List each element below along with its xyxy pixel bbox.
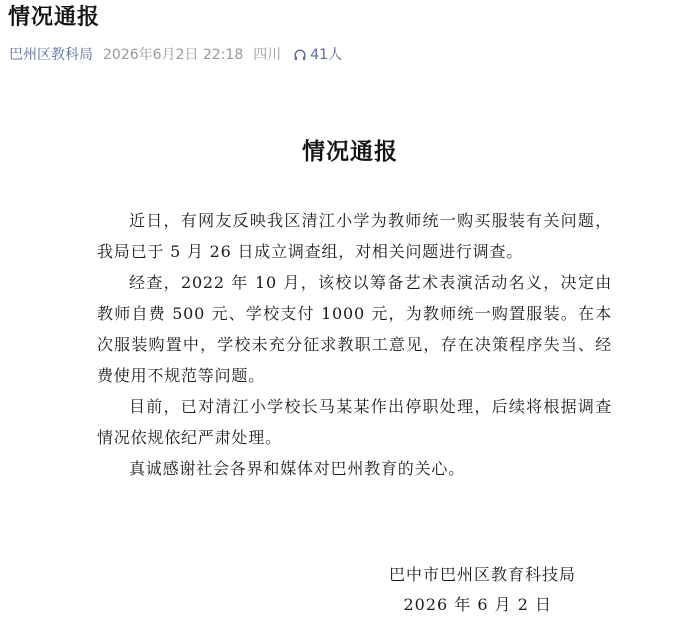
account-name-link[interactable]: 巴州区教科局 <box>9 47 93 63</box>
notice-signature: 巴中市巴州区教育科技局 <box>388 565 576 584</box>
notice-body <box>97 205 612 484</box>
notice-paragraph-2: 经查，2022 年 10 月，该校以筹备艺术表演活动名义，决定由教师自费 500 元、学校支付 1000 元，为教师统一购置服装。在本次服装购置中，学校未充分征求教职工意见，存在决策程序失当、经费使用不规范等问题。 <box>97 273 612 385</box>
notice-paragraph-1: 近日，有网友反映我区清江小学为教师统一购买服装有关问题，我局已于 5 月 26 日成立调查组，对相关问题进行调查。 <box>97 211 612 261</box>
notice-date: 2026 年 6 月 2 日 <box>403 595 552 614</box>
publish-location: 四川 <box>253 47 282 63</box>
notice-paragraph-3: 目前，已对清江小学校长马某某作出停职处理，后续将根据调查情况依规依纪严肃处理。 <box>97 397 612 447</box>
notice-title: 情况通报 <box>302 138 398 165</box>
publish-time: 2026年6月2日 22:18 <box>103 47 244 63</box>
listener-count: 41人 <box>310 47 343 63</box>
article-title: 情况通报 <box>8 5 101 30</box>
notice-paragraph-4: 真诚感谢社会各界和媒体对巴州教育的关心。 <box>129 459 466 478</box>
